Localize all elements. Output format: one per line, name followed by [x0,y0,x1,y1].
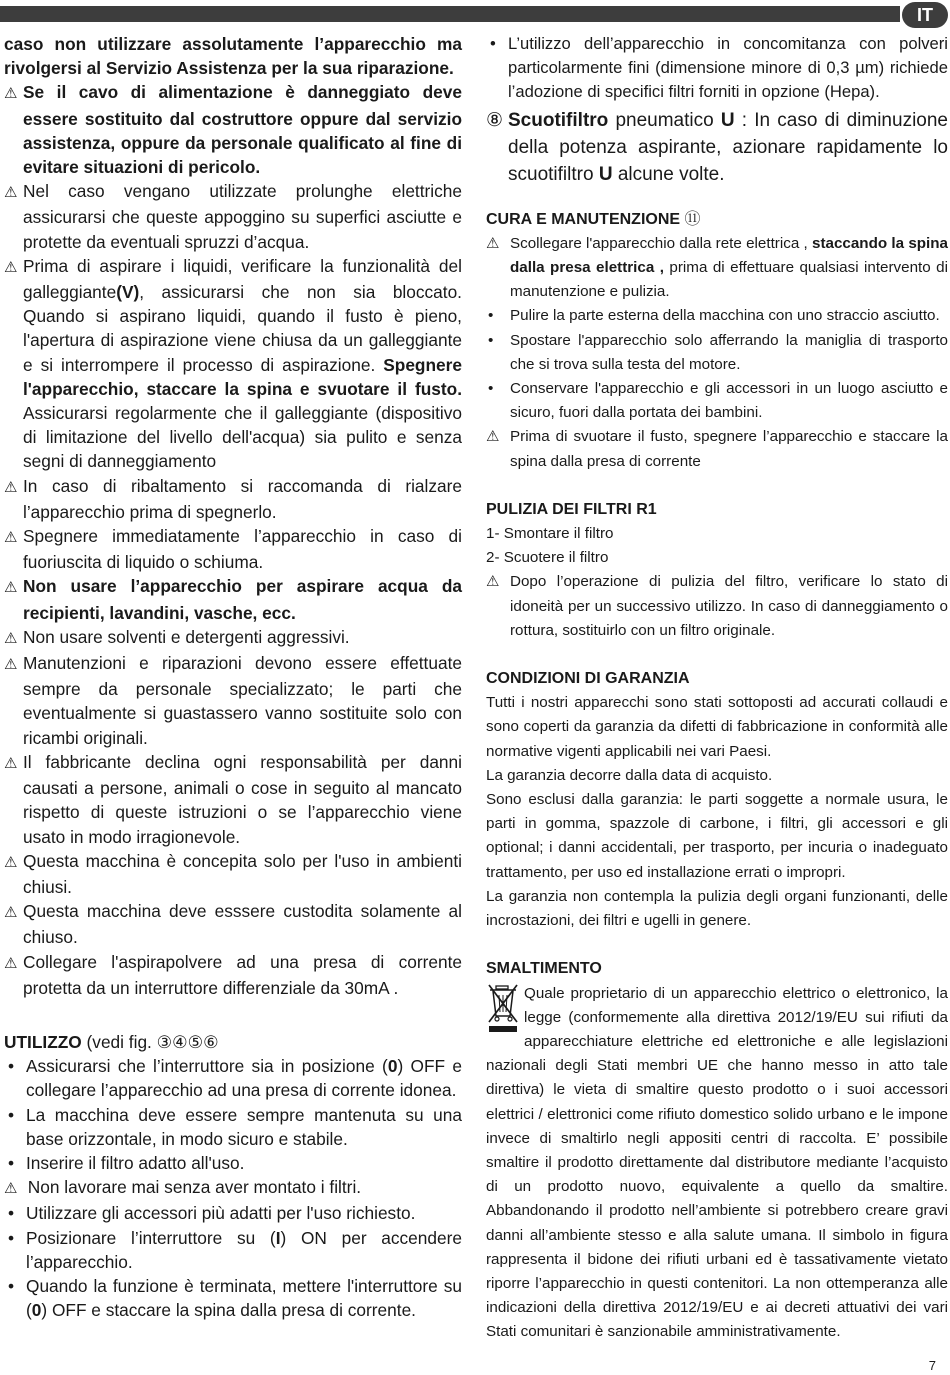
use-heading: UTILIZZO (vedi fig. ③④⑤⑥ [4,1031,219,1052]
care-item: • Pulire la parte esterna della macchina con uno straccio asciutto. [486,304,948,328]
warning-icon: ⚠ [4,1180,18,1198]
warning-foam: ⚠ Spegnere immediatamente l’apparecchio in caso di fuoriuscita di liquido o schiuma. [4,526,462,573]
warning-icon: ⚠ [4,754,18,772]
warning-icon: ⚠ [4,529,18,547]
right-column [486,32,948,1345]
fine-dust-item: • L’utilizzo dell’apparecchio in concomitanza con polveri particolarmente fini (dimensione minore di 0,3 µm) richiede l’adozione di specifici filtri forniti in opzione (Hepa). [486,32,948,105]
care-warning-item: ⚠ Prima di svuotare il fusto, spegnere l’apparecchio e staccare la spina dalla presa di corrente [486,425,948,473]
warning-icon: ⚠ [4,85,18,103]
figure-8-marker: ⑧ [486,109,504,131]
care-warning-item: ⚠ Scollegare l'apparecchio dalla rete elettrica , staccando la spina dalla presa elettrica , prima di effettuare qualsiasi intervento di manutenzione e pulizia. [486,232,948,305]
warning-icon: ⚠ [4,904,18,922]
use-item: • Quando la funzione è terminata, mettere l'interruttore su (0) OFF e staccare la spina dalla presa di corrente. [4,1274,462,1322]
use-warning-item: ⚠ Non lavorare mai senza aver montato i filtri. [4,1175,462,1201]
filter-step: 1- Smontare il filtro [486,525,614,543]
filter-cleaning-heading: PULIZIA DEI FILTRI R1 [486,500,657,518]
warning-rcd: ⚠ Collegare l'aspirapolvere ad una presa di corrente protetta da un interruttore differenziale da 30mA . [4,951,462,998]
use-item: • Utilizzare gli accessori più adatti per l'uso richiesto. [4,1201,462,1225]
warning-liquids: ⚠ Prima di aspirare i liquidi, verificare la funzionalità del galleggiante(V), assicurarsi che non sia bloccato. Quando si aspirano liquidi, quando il fusto è pieno, l'apertura di aspirazione viene chiusa da un galleggiante e si interrompere il processo di aspirazione. Spegnere l'apparecchio, staccare la spina e svuotare il fusto. Assicurarsi regolarmente che il galleggiante (dispositivo di limitazione del livello dell'acqua) sia pulito e senza segni di danneggiamento [4,255,462,472]
warning-icon: ⚠ [4,258,18,276]
warning-tipover: ⚠ In caso di ribaltamento si raccomanda di rialzare l’apparecchio prima di spegnerlo. [4,475,462,522]
warning-liability: ⚠ Il fabbricante declina ogni responsabilità per danni causati a persone, animali o cose in seguito al mancato rispetto di queste istruzioni o se l’apparecchio viene usato in modo irragionevole. [4,751,462,847]
warning-icon: ⚠ [4,478,18,496]
use-item: • Inserire il filtro adatto all'uso. [4,1151,462,1175]
care-item: • Conservare l'apparecchio e gli accessori in un luogo asciutto e sicuro, fuori dalla portata dei bambini. [486,377,948,425]
language-badge: IT [902,2,948,28]
warning-icon: ⚠ [486,234,500,252]
figure-11-marker: ⑪ [684,210,701,228]
warning-cable: ⚠ Se il cavo di alimentazione è danneggiato deve essere sostituito dal costruttore oppure dal servizio assistenza, oppure da personale qualificato al fine di evitare situazioni di pericolo. [4,82,462,178]
care-heading: CURA E MANUTENZIONE ⑪ [486,210,701,228]
disposal-heading: SMALTIMENTO [486,960,602,978]
warning-maintenance: ⚠ Manutenzioni e riparazioni devono essere effettuate sempre da personale specializzato; le parti che eventualmente si guastassero vanno sostituite solo con ricambi originali. [4,653,462,748]
warning-icon: ⚠ [4,656,18,674]
header-bar [0,6,900,22]
care-item: • Spostare l'apparecchio solo afferrando la maniglia di trasporto che si trova sulla testa del motore. [486,329,948,377]
warning-storage: ⚠ Questa macchina deve esssere custodita solamente al chiuso. [4,901,462,948]
filter-step: 2- Scuotere il filtro [486,549,609,567]
shaker-paragraph: ⑧ Scuotifiltro pneumatico U : In caso di diminuzione della potenza aspirante, azionare rapidamente lo scuotifiltro U alcune volte. [486,107,948,188]
disposal-paragraph: Quale proprietario di un apparecchio elettrico o elettronico, la legge (conformemente alla direttiva 2012/19/EU sui rifiuti da apparecchiature elettriche ed elettroniche e alle legislazioni nazionali degli Stati membri UE che hanno messo in atto tale direttiva) le vieta di smaltire questo prodotto o i suoi accessori elettrici / elettronici come rifiuto domestico solido urbano e le impone invece di smaltirlo negli appositi centri di raccolta. E’ possibile smaltire il prodotto direttamente dal distributore mediante l’acquisto di un prodotto nuovo, equivalente a quello da smaltire. Abbandonando il prodotto nell’ambiente si potrebbero creare gravi danni all’ambiente stesso e alla salute umana. Il simbolo in figura rappresenta il bidone dei rifiuti urbani ed è tassativamente vietato riporre l’apparecchio in questi contenitori. La non ottemperanza alle indicazioni della direttiva 2012/19/EU e ai decreti attuativi dei vari Stati comunitari è sanzionabile amministrativamente. [486,982,948,1345]
warranty-paragraph: La garanzia decorre dalla data di acquisto. [486,766,773,784]
warning-icon: ⚠ [4,853,18,871]
warning-water: ⚠ Non usare l’apparecchio per aspirare acqua da recipienti, lavandini, vasche, ecc. [4,576,462,623]
warning-icon: ⚠ [4,184,18,202]
warranty-paragraph: Tutti i nostri apparecchi sono stati sottoposti ad accurati collaudi e sono coperti da garanzia da difetti di fabbricazione in conformità alle normative vigenti applicabili nei vari Paesi. [486,694,948,760]
intro-warning-text: caso non utilizzare assolutamente l’apparecchio ma rivolgersi al Servizio Assistenza per la sua riparazione. [4,34,462,79]
warranty-heading: CONDIZIONI DI GARANZIA [486,670,690,688]
left-column [4,32,462,1322]
warranty-paragraph: La garanzia non contempla la pulizia degli organi funzionanti, delle incrostazioni, dei filtri e ugelli in genere. [486,887,948,930]
warning-icon: ⚠ [4,579,18,597]
warning-icon: ⚠ [4,629,18,647]
warranty-paragraph: Sono esclusi dalla garanzia: le parti soggette a normale usura, le parti in gomma, spazzole di carbone, i filtri, gli accessori e gli optional; i danni accidentali, per trasporto, per incuria o inadeguato trattamento, per uso ed installazione errati o impropri. [486,791,948,881]
warning-extension: ⚠ Nel caso vengano utilizzate prolunghe elettriche assicurarsi che queste appoggino su superfici asciutte e protette da eventuali spruzzi d’acqua. [4,181,462,252]
use-item: • Posizionare l’interruttore su (I) ON per accendere l’apparecchio. [4,1226,462,1274]
warning-icon: ⚠ [486,428,500,446]
warning-icon: ⚠ [4,954,18,972]
filter-warning-item: ⚠ Dopo l’operazione di pulizia del filtro, verificare lo stato di idoneità per un successivo utilizzo. In caso di danneggiamento o rottura, sostituirlo con un filtro originale. [486,570,948,643]
use-item: • Assicurarsi che l’interruttore sia in posizione (0) OFF e collegare l’apparecchio ad una presa di corrente idonea. [4,1054,462,1102]
warning-icon: ⚠ [486,573,500,591]
use-item: • La macchina deve essere sempre mantenuta su una base orizzontale, in modo sicuro e stabile. [4,1103,462,1151]
warning-indoor: ⚠ Questa macchina è concepita solo per l'uso in ambienti chiusi. [4,850,462,897]
crossed-bin-icon [486,982,520,1034]
warning-solvents: ⚠ Non usare solventi e detergenti aggressivi. [4,625,462,651]
page-number: 7 [928,1358,936,1373]
